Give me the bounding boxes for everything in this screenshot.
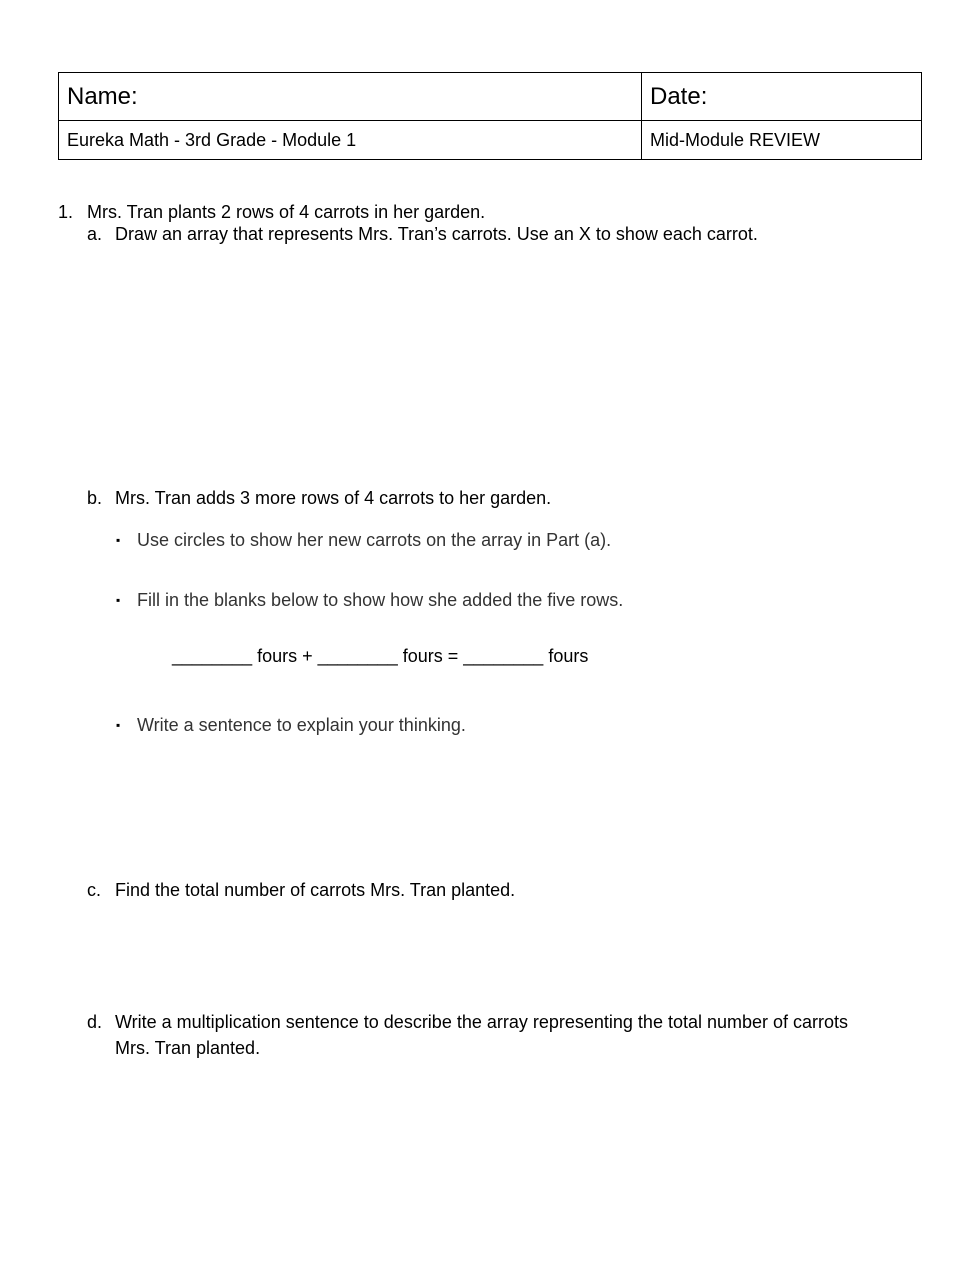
assessment-title: Mid-Module REVIEW: [650, 129, 821, 150]
part-a-text: Draw an array that represents Mrs. Tran’s carrots. Use an X to show each carrot.: [115, 224, 758, 244]
bullet-marker-1: ▪: [116, 533, 121, 547]
part-c-letter: c.: [87, 880, 102, 900]
part-b-bullet-2: Fill in the blanks below to show how she added the five rows.: [137, 590, 624, 610]
part-d-text-line-1: Write a multiplication sentence to describe the array representing the total number of carrots: [115, 1012, 849, 1032]
date-label: Date:: [650, 82, 708, 110]
part-d-letter: d.: [87, 1012, 103, 1032]
name-cell[interactable]: [59, 73, 642, 121]
bullet-marker-2: ▪: [116, 593, 121, 607]
bullet-marker-3: ▪: [116, 718, 121, 732]
course-title: Eureka Math - 3rd Grade - Module 1: [67, 129, 357, 150]
part-b-letter: b.: [87, 488, 103, 508]
assessment-cell: [642, 121, 922, 160]
name-label: Name:: [67, 82, 138, 110]
course-cell: [59, 121, 642, 160]
part-c-text: Find the total number of carrots Mrs. Tran planted.: [115, 880, 516, 900]
part-d-text-line-2: Mrs. Tran planted.: [115, 1038, 261, 1058]
part-b-bullet-1: Use circles to show her new carrots on the array in Part (a).: [137, 530, 612, 550]
part-b-text: Mrs. Tran adds 3 more rows of 4 carrots to her garden.: [115, 488, 552, 508]
part-a-letter: a.: [87, 224, 103, 244]
part-b-bullet-3: Write a sentence to explain your thinking.: [137, 715, 466, 735]
fill-in-equation[interactable]: ________ fours + ________ fours = ________ fours: [172, 646, 589, 666]
question-1-prompt: Mrs. Tran plants 2 rows of 4 carrots in her garden.: [87, 202, 486, 222]
header-table: [58, 72, 922, 160]
question-1-number: 1.: [58, 202, 74, 222]
date-cell[interactable]: [642, 73, 922, 121]
